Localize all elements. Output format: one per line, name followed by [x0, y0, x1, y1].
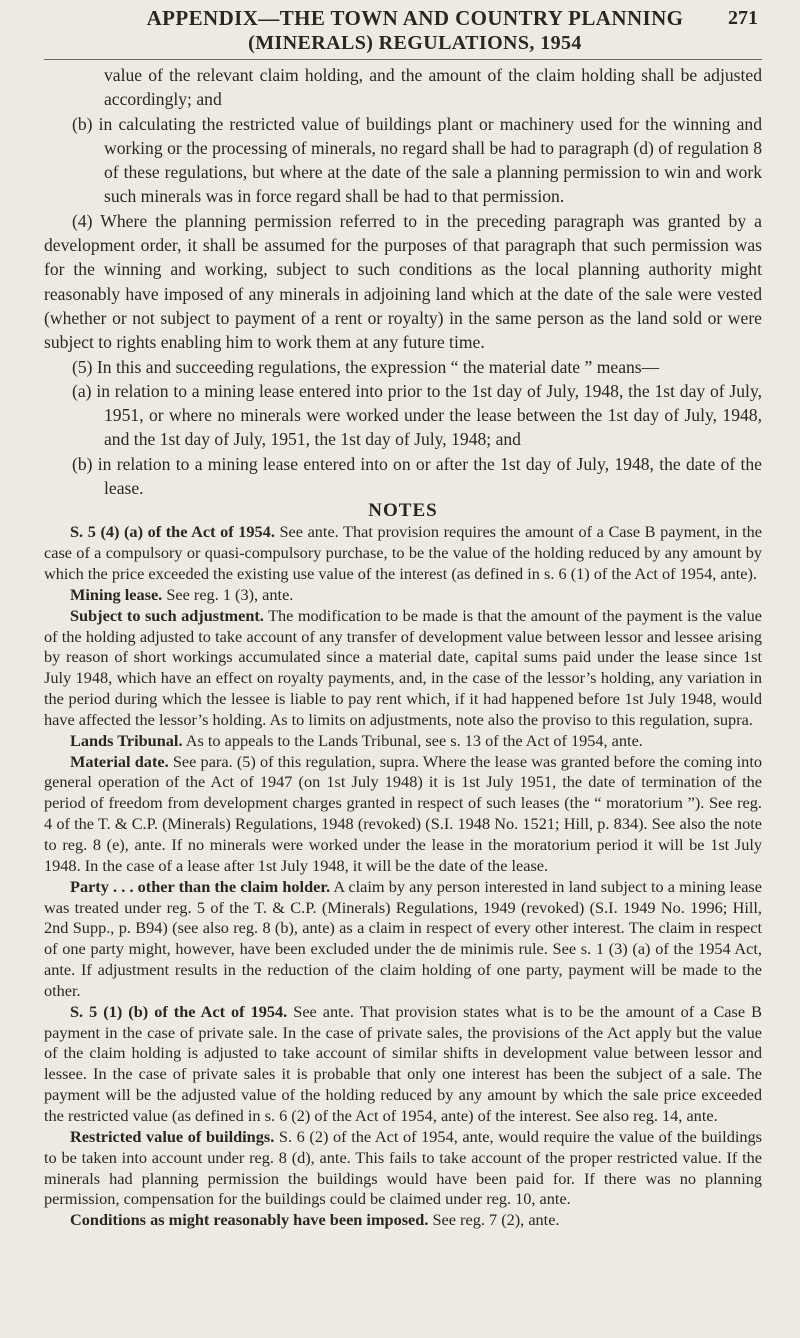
- note-text: See para. (5) of this regulation, supra. Where the lease was granted before the coming into general operation of the Act of 1947 (on 1st July 1948) it is 1st July 1951, the date of termination of the period of freedom from development charges granted in respect of such leases (the “ moratorium ”). See reg. 4 of the T. & C.P. (Minerals) Regulations, 1948 (revoked) (S.I. 1948 No. 1521; Hill, p. 834). See also the note to reg. 8 (e), ante. If no minerals were worked under the lease in the moratorium period it will be 1st July 1948. In the case of a lease after 1st July 1948, it will be the date of the lease.: [44, 751, 762, 875]
- regulation-paragraph-5-a: (a) in relation to a mining lease entered into prior to the 1st day of July, 1948, the 1st day of July, 1951, or where no minerals were worked under the lease between the 1st day of July, 1948, and the 1st day of July, 1951, the 1st day of July, 1948; and: [72, 380, 762, 450]
- note-entry: [44, 877, 762, 1002]
- regulation-paragraph-4: (4) Where the planning permission referred to in the preceding paragraph was granted by a development order, it shall be assumed for the purposes of that paragraph that such permission was for the winning and working, subject to such conditions as the local planning authority might reasonably have imposed of any minerals in adjoining land which at the date of the sale were vested (whether or not subject to payment of a rent or royalty) in the same person as the land sold or were subject to rights enabling him to work them at any future time.: [44, 210, 762, 353]
- header-title-line-1: APPENDIX—THE TOWN AND COUNTRY PLANNING: [146, 6, 684, 30]
- note-title: S. 5 (4) (a) of the Act of 1954.: [70, 522, 275, 542]
- note-entry: [44, 1210, 762, 1231]
- note-text: See ante. That provision requires the amount of a Case B payment, in the case of a compulsory or quasi-compulsory purchase, to be the value of the holding reduced by any amount by which the price exceeded the existing use value of the interest (as defined in s. 6 (1) of the Act of 1954, ante).: [44, 522, 762, 584]
- note-text: See ante. That provision states what is to be the amount of a Case B payment in the case of private sale. In the case of private sales, the provisions of the Act apply but the value of the claim holding is adjusted to take account of similar shifts in development value between lessor and lessee. In the case of private sales it is probable that only one interest has been the subject of a sale. The payment will be the adjusted value of the holding reduced by any amount by which the sale price exceeded the restricted value (as defined in s. 6 (2) of the Act of 1954, ante) of the interest. See also reg. 14, ante.: [44, 1001, 762, 1125]
- note-text: A claim by any person interested in land subject to a mining lease was treated under reg. 5 of the T. & C.P. (Minerals) Regulations, 1949 (revoked) (S.I. 1949 No. 1996; Hill, 2nd Supp., p. B94) (see also reg. 8 (b), ante) as a claim in respect of every other interest. The claim in respect of one party might, however, have been excluded under the de minimis rule. See s. 1 (3) (a) of the 1954 Act, ante. If adjustment results in the reduction of the claim holding of one party, payment will be made to the other.: [44, 876, 762, 1000]
- note-entry: [44, 585, 762, 606]
- regulation-paragraph-5-b: (b) in relation to a mining lease entered into on or after the 1st day of July, 1948, the date of the lease.: [72, 453, 762, 499]
- running-header: [68, 6, 762, 56]
- note-title: Restricted value of buildings.: [70, 1126, 275, 1146]
- note-title: Material date.: [70, 751, 169, 771]
- note-title: Conditions as might reasonably have been imposed.: [70, 1210, 429, 1230]
- note-entry: [44, 522, 762, 585]
- page-number: 271: [728, 7, 758, 29]
- note-text: S. 6 (2) of the Act of 1954, ante, would require the value of the buildings to be taken into account under reg. 8 (d), ante. This fails to take account of the proper restricted value. If the minerals had planning permission the buildings would have been paid for. If there was no planning permission, compensation for the buildings could be claimed under reg. 10, ante.: [44, 1126, 762, 1209]
- note-entry: [44, 1127, 762, 1210]
- note-title: Subject to such adjustment.: [70, 605, 264, 625]
- regulation-text: [44, 63, 762, 500]
- notes-heading: NOTES: [368, 500, 438, 522]
- note-title: Party . . . other than the claim holder.: [70, 876, 331, 896]
- note-entry: [44, 606, 762, 731]
- regulation-continuation: value of the relevant claim holding, and the amount of the claim holding shall be adjusted accordingly; and: [104, 65, 762, 110]
- header-title-line-2: (MINERALS) REGULATIONS, 1954: [248, 32, 582, 54]
- note-text: The modification to be made is that the amount of the payment is the value of the holding adjusted to take account of any transfer of development value between lessor and lessee arising by reason of short workings accumulated since a material date, capital sums paid under the lease since 1st July 1948, which have an effect on royalty payments, and, in the case of the lessor’s holding, any variation in the period during which the lessee is liable to pay rent which, if it had happened before 1st July 1948, would have affected the lessor’s holding. As to limits on adjustments, note also the proviso to this regulation, supra.: [44, 605, 762, 729]
- note-entry: [44, 1002, 762, 1127]
- regulation-paragraph-5: (5) In this and succeeding regulations, the expression “ the material date ” means—: [72, 356, 660, 377]
- note-entry: [44, 731, 762, 752]
- notes-section: [44, 500, 762, 1231]
- note-entry: [44, 752, 762, 877]
- regulation-item-b: (b) in calculating the restricted value of buildings plant or machinery used for the winning and working or the processing of minerals, no regard shall be had to paragraph (d) of regulation 8 of these regulations, but where at the date of the sale a planning permission to win and work such minerals was in force regard shall be had to that permission.: [72, 113, 762, 207]
- note-title: Mining lease.: [70, 584, 163, 604]
- note-text: See reg. 7 (2), ante.: [428, 1210, 560, 1230]
- note-text: As to appeals to the Lands Tribunal, see s. 13 of the Act of 1954, ante.: [182, 730, 643, 750]
- note-title: Lands Tribunal.: [70, 730, 183, 750]
- header-rule: [44, 59, 762, 60]
- note-title: S. 5 (1) (b) of the Act of 1954.: [70, 1001, 288, 1021]
- note-text: See reg. 1 (3), ante.: [162, 584, 294, 604]
